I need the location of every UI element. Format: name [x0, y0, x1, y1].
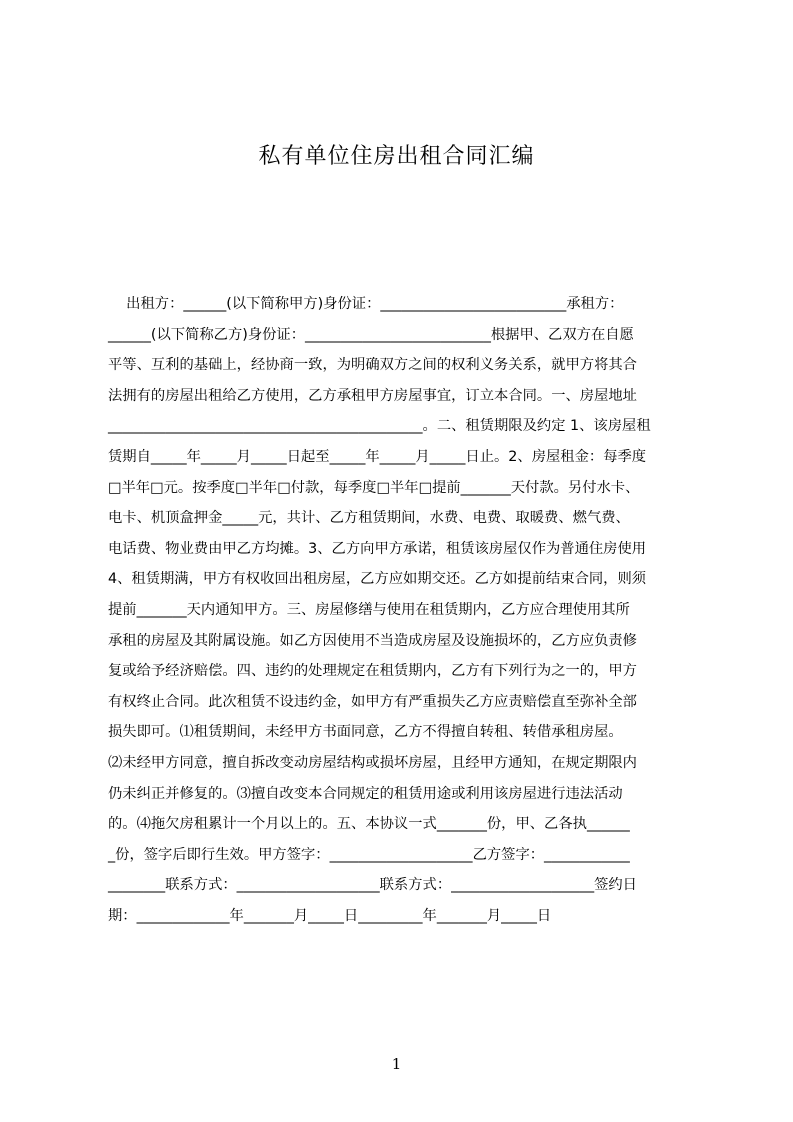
contract-line: 仍未纠正并修复的。⑶擅自改变本合同规定的租赁用途或利用该房屋进行违法活动: [108, 785, 623, 802]
contract-line: 期：_____________年_______月_____日_________年_______月_____日: [108, 907, 552, 924]
contract-line: 出租方：______(以下简称甲方)身份证：__________________________承租方：: [108, 296, 624, 312]
contract-line: 4、租赁期满，甲方有权收回出租房屋，乙方应如期交还。乙方如提前结束合同，则须: [108, 571, 647, 588]
contract-line: _份，签字后即行生效。甲方签字：____________________乙方签字：____________: [108, 846, 630, 863]
contract-line: 复或给予经济赔偿。四、违约的处理规定在租赁期内，乙方有下列行为之一的，甲方: [108, 663, 637, 680]
contract-line: 电话费、物业费由甲乙方均摊。3、乙方向甲方承诺，租赁该房屋仅作为普通住房使用: [108, 540, 647, 557]
contract-line: □半年□元。按季度□半年□付款，每季度□半年□提前_______天付款。另付水卡、: [108, 479, 640, 496]
contract-line: 有权终止合同。此次租赁不设违约金，如甲方有严重损失乙方应责赔偿直至弥补全部: [108, 693, 637, 710]
contract-line: ________联系方式：____________________联系方式：____________________签约日: [108, 877, 637, 894]
contract-line: ______(以下简称乙方)身份证：__________________________根据甲、乙双方在自愿: [108, 326, 634, 343]
contract-line: 承租的房屋及其附属设施。如乙方因使用不当造成房屋及设施损坏的，乙方应负责修: [108, 632, 637, 649]
contract-line: 提前_______天内通知甲方。三、房屋修缮与使用在租赁期内，乙方应合理使用其所: [108, 601, 630, 618]
page-number: 1: [391, 1055, 402, 1073]
contract-line: 的。⑷拖欠房租累计一个月以上的。五、本协议一式_______份，甲、乙各执______: [108, 816, 630, 833]
contract-line: ____________________________________________。二、租赁期限及约定 1、该房屋租: [108, 418, 651, 435]
contract-line: 电卡、机顶盒押金_____元，共计、乙方租赁期间，水费、电费、取暖费、燃气费、: [108, 510, 630, 527]
contract-line: ⑵未经甲方同意，擅自拆改变动房屋结构或损坏房屋，且经甲方通知，在规定期限内: [108, 754, 637, 771]
contract-line: 平等、互利的基础上，经协商一致，为明确双方之间的权利义务关系，就甲方将其合: [108, 357, 637, 374]
document-title: 私有单位住房出租合同汇编: [258, 144, 535, 169]
contract-line: 损失即可。⑴租赁期间，未经甲方书面同意，乙方不得擅自转租、转借承租房屋。: [108, 724, 623, 741]
contract-body: [108, 289, 698, 924]
contract-line: 法拥有的房屋出租给乙方使用，乙方承租甲方房屋事宜，订立本合同。一、房屋地址: [108, 387, 637, 404]
contract-line: 赁期自_____年_____月_____日起至_____年_____月_____日止。2、房屋租金：每季度: [108, 448, 647, 465]
